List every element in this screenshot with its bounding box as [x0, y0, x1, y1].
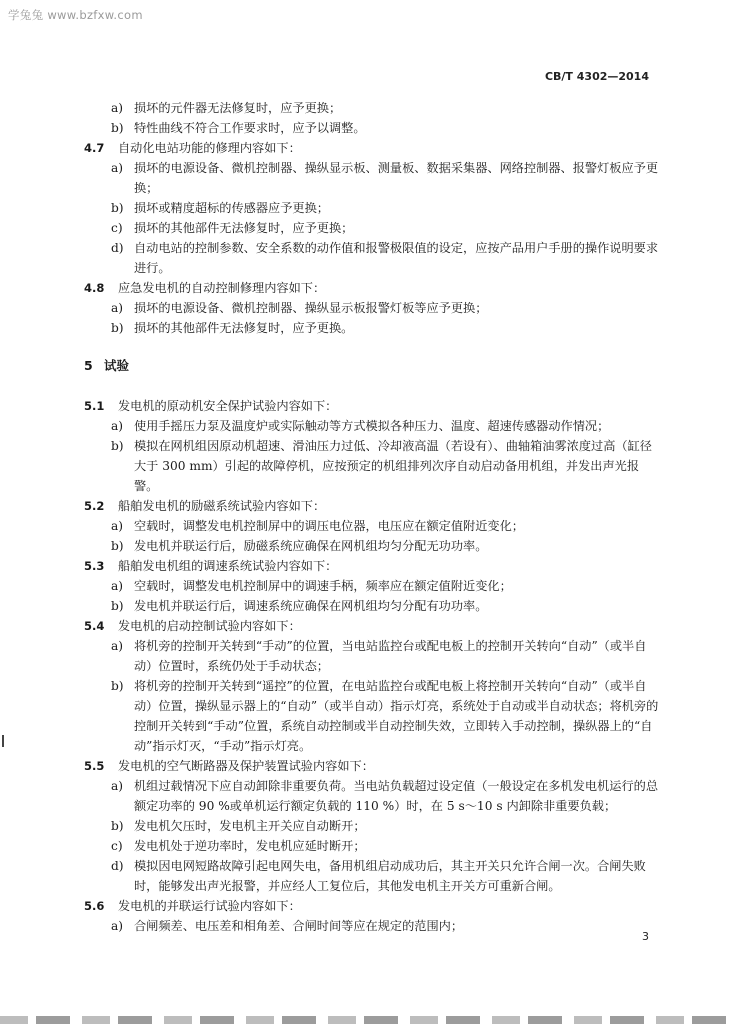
list-marker: b) — [111, 439, 124, 453]
list-item-text: 发电机并联运行后，励磁系统应确保在网机组均匀分配无功功率。 — [134, 539, 488, 553]
list-marker: b) — [111, 819, 124, 833]
section-title: 试验 — [104, 358, 130, 373]
list-item-text: 使用手摇压力泵及温度炉或实际触动等方式模拟各种压力、温度、超速传感器动作情况； — [134, 419, 610, 433]
list-item-text: 损坏或精度超标的传感器应予更换； — [134, 201, 329, 215]
clause-number: 5.4 — [84, 619, 105, 633]
list-marker: b) — [111, 539, 124, 553]
list-item — [84, 318, 662, 338]
list-marker: c) — [111, 221, 123, 235]
scan-edge — [0, 1016, 731, 1024]
list-marker: d) — [111, 241, 124, 255]
clause-title: 发电机的原动机安全保护试验内容如下： — [118, 399, 338, 413]
clause-heading — [84, 396, 662, 416]
list-item — [84, 916, 662, 936]
clause-title: 发电机的并联运行试验内容如下： — [118, 899, 301, 913]
list-item — [84, 856, 662, 896]
list-item-text: 特性曲线不符合工作要求时，应予以调整。 — [134, 121, 366, 135]
list-marker: a) — [111, 519, 124, 533]
list-marker: c) — [111, 839, 123, 853]
list-item-text: 损坏的其他部件无法修复时，应予更换； — [134, 221, 354, 235]
list-item-text: 发电机处于逆功率时，发电机应延时断开； — [134, 839, 366, 853]
list-item-text: 空载时，调整发电机控制屏中的调压电位器，电压应在额定值附近变化； — [134, 519, 524, 533]
list-marker: b) — [111, 679, 124, 693]
list-item-text: 合闸频差、电压差和相角差、合闸时间等应在规定的范围内； — [134, 919, 464, 933]
document-body — [84, 98, 662, 936]
list-marker: a) — [111, 161, 124, 175]
list-item — [84, 576, 662, 596]
page-number: 3 — [642, 930, 649, 943]
clause-heading — [84, 278, 662, 298]
list-item — [84, 158, 662, 198]
list-marker: a) — [111, 301, 124, 315]
list-item — [84, 816, 662, 836]
clause-number: 5.6 — [84, 899, 105, 913]
list-marker: a) — [111, 639, 124, 653]
list-item-text: 机组过载情况下应自动卸除非重要负荷。当电站负载超过设定值（一般设定在多机发电机运行的总额定功率的 90 %或单机运行额定负载的 110 %）时，在 5 s～10 s 内卸除非重要负载； — [134, 779, 659, 813]
site-watermark: 学兔兔 www.bzfxw.com — [8, 8, 143, 22]
list-marker: b) — [111, 321, 124, 335]
list-item-text: 发电机并联运行后，调速系统应确保在网机组均匀分配有功功率。 — [134, 599, 488, 613]
clause-number: 5.2 — [84, 499, 105, 513]
list-item — [84, 676, 662, 756]
clause-heading — [84, 556, 662, 576]
section-number: 5 — [84, 358, 93, 373]
list-item-text: 发电机欠压时，发电机主开关应自动断开； — [134, 819, 366, 833]
clause-heading — [84, 138, 662, 158]
list-item — [84, 298, 662, 318]
list-item-text: 模拟因电网短路故障引起电网失电，备用机组启动成功后，其主开关只允许合闸一次。合闸失败时，能够发出声光报警，并应经人工复位后，其他发电机主开关方可重新合闸。 — [134, 859, 646, 893]
list-item-text: 将机旁的控制开关转到“遥控”的位置，在电站监控台或配电板上将控制开关转向“自动”（或半自动）位置，操纵显示器上的“自动”（或半自动）指示灯亮，系统处于自动或半自动状态；将机旁的控制开关转到“手动”位置，系统自动控制或半自动控制失效，立即转入手动控制，操纵器上的“自动”指示灯灭，“手动”指示灯亮。 — [134, 679, 659, 753]
list-item — [84, 536, 662, 556]
clause-number: 5.3 — [84, 559, 105, 573]
list-item — [84, 238, 662, 278]
list-marker: a) — [111, 101, 124, 115]
list-marker: d) — [111, 859, 124, 873]
list-item — [84, 836, 662, 856]
clause-title: 船舶发电机的励磁系统试验内容如下： — [118, 499, 326, 513]
list-marker: b) — [111, 599, 124, 613]
clause-number: 5.1 — [84, 399, 105, 413]
list-marker: b) — [111, 201, 124, 215]
clause-title: 应急发电机的自动控制修理内容如下： — [118, 281, 326, 295]
list-item — [84, 98, 662, 118]
section-heading — [84, 356, 662, 376]
list-item-text: 将机旁的控制开关转到“手动”的位置，当电站监控台或配电板上的控制开关转向“自动”（或半自动）位置时，系统仍处于手动状态； — [134, 639, 647, 673]
list-marker: a) — [111, 419, 124, 433]
clause-title: 自动化电站功能的修理内容如下： — [118, 141, 301, 155]
list-item — [84, 636, 662, 676]
clause-heading — [84, 616, 662, 636]
list-item — [84, 436, 662, 496]
list-marker: a) — [111, 919, 124, 933]
scan-artifact — [2, 735, 4, 747]
list-item-text: 损坏的电源设备、微机控制器、操纵显示板、测量板、数据采集器、网络控制器、报警灯板应予更换； — [134, 161, 659, 195]
clause-number: 5.5 — [84, 759, 105, 773]
list-item — [84, 516, 662, 536]
list-item — [84, 596, 662, 616]
list-item-text: 损坏的电源设备、微机控制器、操纵显示板报警灯板等应予更换； — [134, 301, 488, 315]
list-item — [84, 218, 662, 238]
list-item — [84, 776, 662, 816]
list-item-text: 空载时，调整发电机控制屏中的调速手柄，频率应在额定值附近变化； — [134, 579, 512, 593]
list-item-text: 自动电站的控制参数、安全系数的动作值和报警极限值的设定，应按产品用户手册的操作说明要求进行。 — [134, 241, 659, 275]
clause-heading — [84, 756, 662, 776]
clause-title: 发电机的启动控制试验内容如下： — [118, 619, 301, 633]
list-item — [84, 118, 662, 138]
list-item-text: 损坏的元件器无法修复时，应予更换； — [134, 101, 342, 115]
list-item-text: 损坏的其他部件无法修复时，应予更换。 — [134, 321, 354, 335]
clause-title: 发电机的空气断路器及保护装置试验内容如下： — [118, 759, 374, 773]
list-item — [84, 198, 662, 218]
list-item-text: 模拟在网机组因原动机超速、滑油压力过低、冷却液高温（若设有）、曲轴箱油雾浓度过高（缸径大于 300 mm）引起的故障停机，应按预定的机组排列次序自动启动备用机组，并发出声光报警。 — [134, 439, 652, 493]
list-marker: a) — [111, 579, 124, 593]
standard-code: CB/T 4302—2014 — [544, 70, 649, 83]
list-marker: b) — [111, 121, 124, 135]
clause-heading — [84, 896, 662, 916]
clause-title: 船舶发电机组的调速系统试验内容如下： — [118, 559, 338, 573]
list-marker: a) — [111, 779, 124, 793]
list-item — [84, 416, 662, 436]
clause-number: 4.7 — [84, 141, 105, 155]
clause-number: 4.8 — [84, 281, 105, 295]
clause-heading — [84, 496, 662, 516]
